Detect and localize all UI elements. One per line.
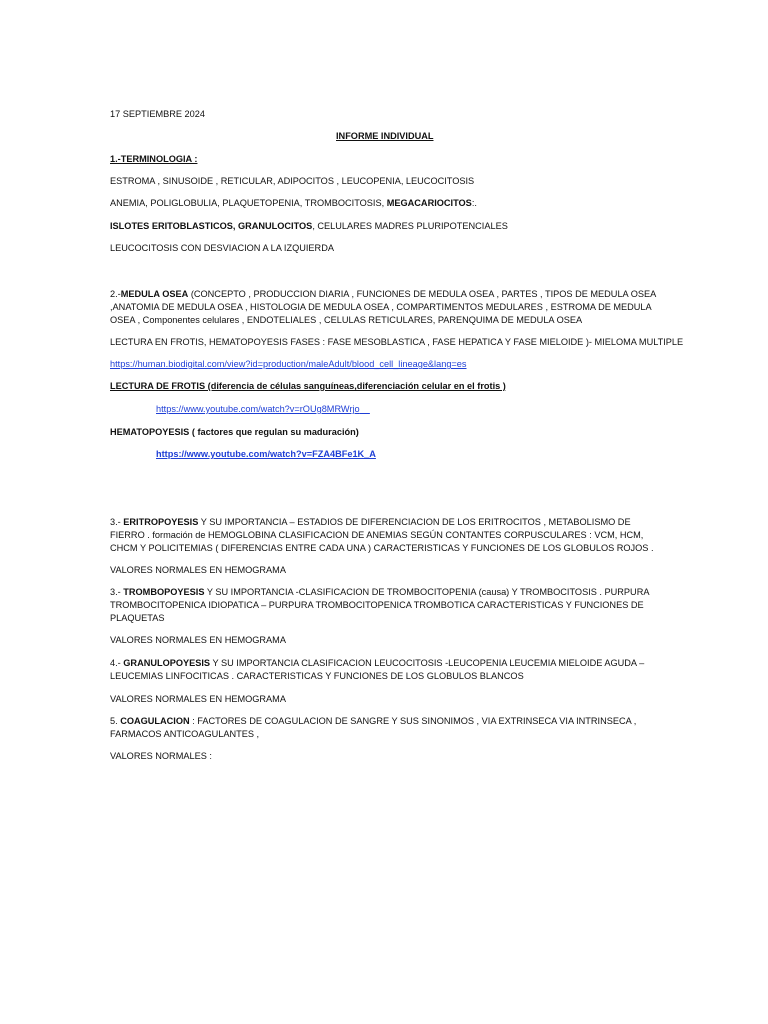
line2-end: :. — [471, 198, 477, 208]
coag-valores: VALORES NORMALES : — [110, 751, 212, 761]
trombo-text: Y SU IMPORTANCIA -CLASIFICACION DE TROMBOCITOPENIA (causa) Y TROMBOCITOSIS . PURPURA TROMBOCITOPENICA IDIOPATICA – PURPURA TROMBOCITOPENICA TROMBOTICA CARACTERISTICAS Y FUNCIONES DE PLAQUETAS — [110, 587, 649, 623]
youtube-link-1[interactable] — [156, 403, 370, 416]
terminologia-heading — [110, 153, 197, 166]
trombo-prefix: 3.- — [110, 587, 124, 597]
granulo-prefix: 4.- — [110, 658, 124, 668]
coag-text: : FACTORES DE COAGULACION DE SANGRE Y SUS SINONIMOS , VIA EXTRINSECA VIA INTRINSECA , FARMACOS ANTICOAGULANTES , — [110, 716, 637, 739]
medula-text: (CONCEPTO , PRODUCCION DIARIA , FUNCIONES DE MEDULA OSEA , PARTES , TIPOS DE MEDULA OSEA ,ANATOMIA DE MEDULA OSEA , HISTOLOGIA DE MEDULA OSEA , COMPARTIMENTOS MEDULARES , ESTROMA DE MEDULA OSEA , Componentes celulares , ENDOTELIALES , CELULAS RETICULARES, PARENQUIMA DE MEDULA OSEA — [110, 289, 656, 325]
hematopoyesis-heading-text: HEMATOPOYESIS ( factores que regulan su maduración) — [110, 427, 359, 437]
line2-text: ANEMIA, POLIGLOBULIA, PLAQUETOPENIA, TROMBOCITOSIS, — [110, 198, 387, 208]
medula-osea-paragraph — [110, 288, 665, 327]
trombopoyesis-paragraph — [110, 586, 665, 625]
terminologia-line-2 — [110, 197, 477, 210]
coagulacion-paragraph — [110, 715, 665, 741]
document-date: 17 SEPTIEMBRE 2024 — [110, 109, 205, 119]
youtube-link-2-text[interactable]: https://www.youtube.com/watch?v=FZA4BFe1K_A — [156, 449, 376, 459]
terminologia-line-1: ESTROMA , SINUSOIDE , RETICULAR, ADIPOCITOS , LEUCOPENIA, LEUCOCITOSIS — [110, 176, 475, 186]
megacariocitos-label: MEGACARIOCITOS — [386, 198, 472, 208]
medula-prefix: 2.- — [110, 289, 121, 299]
eritropoyesis-label: ERITROPOYESIS — [123, 517, 199, 527]
trombo-valores: VALORES NORMALES EN HEMOGRAMA — [110, 635, 286, 645]
line3-text: , CELULARES MADRES PLURIPOTENCIALES — [312, 221, 508, 231]
hematopoyesis-heading — [110, 426, 359, 439]
granulopoyesis-paragraph — [110, 657, 665, 683]
biodigital-link-text[interactable]: https://human.biodigital.com/view?id=production/maleAdult/blood_cell_lineage&lang=es — [110, 359, 467, 369]
youtube-link-2[interactable] — [156, 448, 376, 461]
medula-osea-label: MEDULA OSEA — [120, 289, 189, 299]
youtube-link-1-text[interactable]: https://www.youtube.com/watch?v=rOUg8MRWrjo — [156, 404, 360, 414]
islotes-label: ISLOTES ERITOBLASTICOS, GRANULOCITOS — [110, 221, 313, 231]
granulo-text: Y SU IMPORTANCIA CLASIFICACION LEUCOCITOSIS -LEUCOPENIA LEUCEMIA MIELOIDE AGUDA – LEUCEMIAS LINFOCITICAS . CARACTERISTICAS Y FUNCIONES DE LOS GLOBULOS BLANCOS — [110, 658, 645, 681]
granulopoyesis-label: GRANULOPOYESIS — [123, 658, 211, 668]
eritro-text: Y SU IMPORTANCIA – ESTADIOS DE DIFERENCIACION DE LOS ERITROCITOS , METABOLISMO DE FIERRO . formación de HEMOGLOBINA CLASIFICACION DE ANEMIAS SEGÚN CONTANTES CORPUSCULARES : VCM, HCM, CHCM Y POLICITEMIAS ( DIFERENCIAS ENTRE CADA UNA ) CARACTERISTICAS Y FUNCIONES DE LOS GLOBULOS ROJOS . — [110, 517, 654, 553]
eritro-prefix: 3.- — [110, 517, 124, 527]
coag-prefix: 5. — [110, 716, 121, 726]
terminologia-heading-text: 1.-TERMINOLOGIA : — [110, 154, 198, 164]
eritro-valores: VALORES NORMALES EN HEMOGRAMA — [110, 565, 286, 575]
biodigital-link[interactable] — [110, 358, 467, 371]
trombopoyesis-label: TROMBOPOYESIS — [123, 587, 205, 597]
granulo-valores: VALORES NORMALES EN HEMOGRAMA — [110, 694, 286, 704]
frotis-heading-text: LECTURA DE FROTIS (diferencia de células sanguíneas,diferenciación celular en el frotis ) — [110, 381, 506, 391]
lectura-frotis-line: LECTURA EN FROTIS, HEMATOPOYESIS FASES : FASE MESOBLASTICA , FASE HEPATICA Y FASE MIELOIDE )- MIELOMA MULTIPLE — [110, 337, 684, 347]
frotis-heading — [110, 380, 506, 393]
coagulacion-label: COAGULACION — [120, 716, 190, 726]
title-text: INFORME INDIVIDUAL — [336, 131, 434, 141]
document-title — [336, 130, 434, 143]
terminologia-line-3 — [110, 220, 508, 233]
terminologia-line-4: LEUCOCITOSIS CON DESVIACION A LA IZQUIERDA — [110, 243, 334, 253]
eritropoyesis-paragraph — [110, 516, 665, 555]
